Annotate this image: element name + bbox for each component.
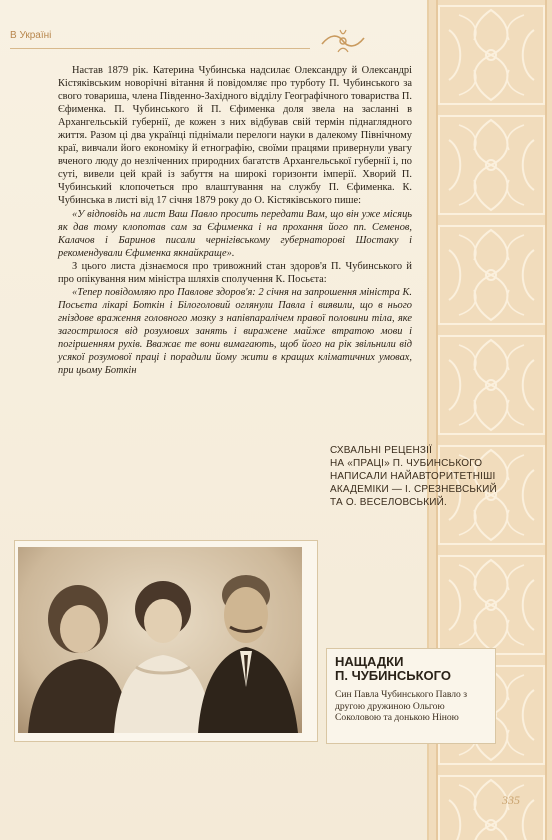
main-text-column	[58, 64, 412, 377]
review-note-line: НАПИСАЛИ НАЙАВТОРИТЕТНІШІ	[330, 471, 496, 482]
review-note-line: НА «ПРАЦІ» П. ЧУБИНСЬКОГО	[330, 458, 483, 469]
section-header: В Україні	[10, 30, 52, 41]
paragraph-intro: Настав 1879 рік. Катерина Чубинська надсилає Олександру й Олександрі Кістяківським новорічні вітання й повідомляє про турботу П. Чубинського за свого товариша, члена Південно-Західного відділу Географічного товариства П. Єфименка. П. Чубинського й П. Єфименка доля звела на засланні в Архангельській губернії, де кожен з них відбував свій термін піднаглядного життя. Разом ці два українці піднімали перелоги науки в далекому Північному краї, вивчали його економіку й етнографію, своїми працями привернули увагу вченого люду до незліченних природних багатств Архангельської губернії і, по суті, вивели цей край із забуття на широкі горизонти імперії. Хворий П. Чубинський клопочеться про влаштування на службу П. Єфименка. К. Чубинська в листі від 17 січня 1879 року до О. Кістяківського пише:	[58, 65, 412, 207]
review-note-line: СХВАЛЬНІ РЕЦЕНЗІЇ	[330, 445, 433, 456]
caption-title-line: НАЩАДКИ	[335, 654, 404, 669]
review-note	[330, 444, 500, 509]
caption-title-line: П. ЧУБИНСЬКОГО	[335, 668, 451, 683]
family-photo	[18, 547, 302, 733]
header-ornament-icon	[318, 26, 368, 56]
quote-letter-1: «У відповідь на лист Ваш Павло просить передати Вам, що він уже місяць як дав тому клопотав сам за Єфименка і на прохання його пп. Семенов, Калачов і Баринов писали чернігівському губернаторові Шостаку і рекомендували Єфименка якнайкраще».	[58, 208, 412, 259]
page-number: 335	[502, 793, 520, 807]
review-note-line: ТА О. ВЕСЕЛОВСЬКИЙ.	[330, 497, 448, 508]
quote-letter-2: «Тепер повідомляю про Павлове здоров'я: 2 січня на запрошення міністра К. Посьєта лікарі Боткін і Білоголовий оглянули Павла і виявили, що в нього гніздове враження головного мозку з напівпаралічем правої половини тіла, яке загострилося від розумових занять і виражене майже втратою мови і погіршенням рухів. Вважає те вони вимагають, щоб його на рік звільнили від усякої розумової праці і порадили йому жити в кращих кліматичних умовах, при цьому Боткін	[58, 286, 412, 377]
review-note-line: АКАДЕМІКИ — І. СРЕЗНЕВСЬКИЙ	[330, 484, 497, 495]
caption-text: Син Павла Чубинського Павло з другою дружиною Ольгою Соколовою та донькою Ніною	[335, 689, 468, 723]
header-rule	[10, 48, 310, 49]
paragraph-health: З цього листа дізнаємося про тривожний стан здоров'я П. Чубинського й про опікування ним міністра шляхів сполучення К. Посьєта:	[58, 260, 412, 285]
caption-title	[335, 655, 487, 683]
photo-caption	[326, 648, 496, 744]
